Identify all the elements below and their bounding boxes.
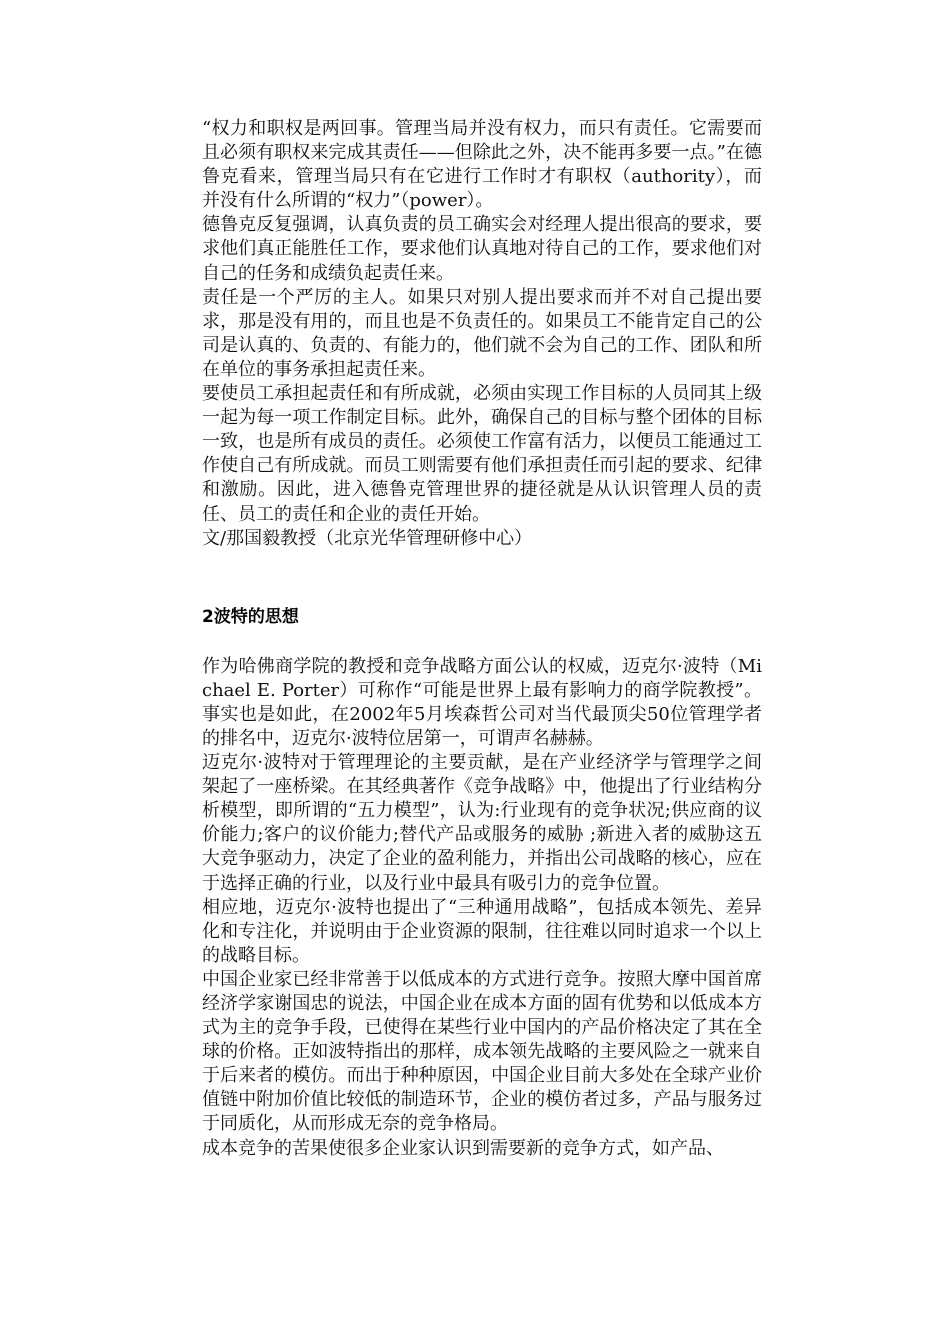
paragraph-drucker-employees: 德鲁克反复强调，认真负责的员工确实会对经理人提出很高的要求，要求他们真正能胜任工作，要求他们认真地对待自己的工作，要求他们对自己的任务和成绩负起责任来。 xyxy=(202,214,762,284)
paragraph-five-forces: 迈克尔·波特对于管理理论的主要贡献，是在产业经济学与管理学之间架起了一座桥梁。在其经典著作《竞争战略》中，他提出了行业结构分析模型，即所谓的“五力模型”，认为:行业现有的竞争状况;供应商的议价能力;客户的议价能力;替代产品或服务的威胁 ;新进入者的威胁这五大竞争驱动力，决定了企业的盈利能力，并指出公司战略的核心，应在于选择正确的行业，以及行业中最具有吸引力的竞争位置。 xyxy=(202,752,762,894)
author-credit: 文/那国毅教授（北京光华管理研修中心） xyxy=(202,527,533,549)
section-heading-porter: 2波特的思想 xyxy=(202,606,299,627)
paragraph-goals: 要使员工承担起责任和有所成就，必须由实现工作目标的人员同其上级一起为每一项工作制定目标。此外，确保自己的目标与整个团体的目标一致，也是所有成员的责任。必须使工作富有活力，以便员工能通过工作使自己有所成就。而员工则需要有他们承担责任而引起的要求、纪律和激励。因此，进入德鲁克管理世界的捷径就是从认识管理人员的责任、员工的责任和企业的责任开始。 xyxy=(202,383,762,525)
paragraph-china-cost: 中国企业家已经非常善于以低成本的方式进行竞争。按照大摩中国首席经济学家谢国忠的说法，中国企业在成本方面的固有优势和以低成本方式为主的竞争手段，已使得在某些行业中国内的产品价格决定了其在全球的价格。正如波特指出的那样，成本领先战略的主要风险之一就来自于后来者的模仿。而出于种种原因，中国企业目前大多处在全球产业价值链中附加价值比较低的制造环节，企业的模仿者过多，产品与服务过于同质化，从而形成无奈的竞争格局。 xyxy=(202,968,762,1135)
paragraph-generic-strategies: 相应地，迈克尔·波特也提出了“三种通用战略”，包括成本领先、差异化和专注化，并说明由于企业资源的限制，往往难以同时追求一个以上的战略目标。 xyxy=(202,896,762,966)
section-gap xyxy=(202,551,762,559)
paragraph-new-competition: 成本竞争的苦果使很多企业家认识到需要新的竞争方式，如产品、 xyxy=(202,1137,724,1159)
paragraph-responsibility: 责任是一个严厉的主人。如果只对别人提出要求而并不对自己提出要求，那是没有用的，而且也是不负责任的。如果员工不能肯定自己的公司是认真的、负责的、有能力的，他们就不会为自己的工作、团队和所在单位的事务承担起责任来。 xyxy=(202,286,762,380)
paragraph-authority-quote: “权力和职权是两回事。管理当局并没有权力，而只有责任。它需要而且必须有职权来完成其责任——但除此之外，决不能再多要一点。”在德鲁克看来，管理当局只有在它进行工作时才有职权（authority），而并没有什么所谓的“权力”（power）。 xyxy=(202,118,762,212)
paragraph-porter-intro: 作为哈佛商学院的教授和竞争战略方面公认的权威，迈克尔·波特（Michael E. Porter）可称作“可能是世界上最有影响力的商学院教授”。事实也是如此，在2002年5月埃森哲公司对当代最顶尖50位管理学者的排名中，迈克尔·波特位居第一，可谓声名赫赫。 xyxy=(202,655,762,749)
document-body xyxy=(202,117,762,1161)
